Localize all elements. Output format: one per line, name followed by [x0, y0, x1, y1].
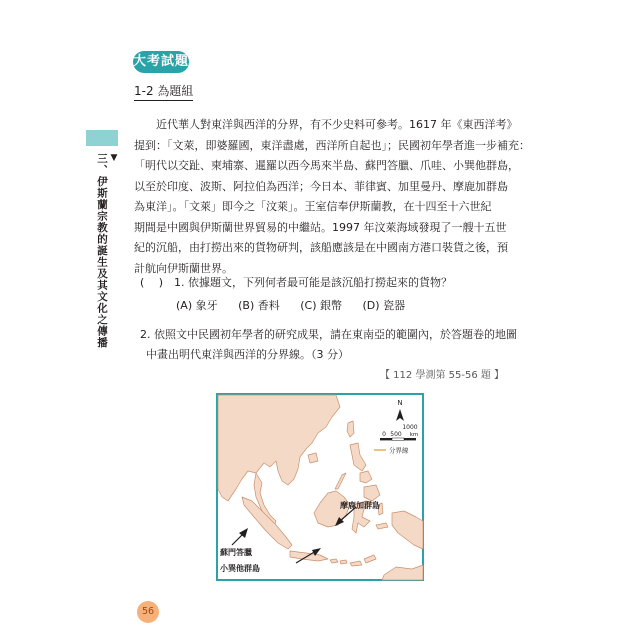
chapter-tab-marker	[86, 130, 118, 146]
chapter-title-text: 三、伊斯蘭宗教的誕生及其文化之傳播	[96, 153, 108, 349]
legend-label: 分界線	[389, 446, 409, 455]
southeast-asia-map	[216, 393, 424, 581]
passage-line: 為東洋」。「文萊」即今之「汶萊」。王室信奉伊斯蘭教，在十四至十六世紀	[134, 200, 492, 213]
option-a[interactable]: (A) 象牙	[176, 299, 218, 312]
question-source: 【 112 學測第 55-56 題 】	[380, 370, 505, 381]
exam-badge: 大考試題	[133, 51, 189, 73]
moluccas-label: 摩鹿加群島	[340, 501, 380, 510]
page-number: 56	[137, 601, 159, 623]
scale-unit-label: km	[409, 432, 419, 438]
question-2	[140, 325, 517, 365]
lesser-sunda-label: 小巽他群島	[220, 564, 260, 573]
chapter-triangle-icon: ▼	[109, 153, 119, 164]
reading-passage	[134, 115, 530, 279]
north-label: N	[397, 399, 403, 407]
scale-mid-label: 500	[390, 431, 402, 438]
passage-line: 紀的沉船，由打撈出來的貨物研判，該船應該是在中國南方港口裝貨之後，預	[134, 241, 508, 254]
passage-line: 以至於印度、波斯、阿拉伯為西洋；今日本、菲律賓、加里曼丹、摩鹿加群島	[134, 179, 508, 193]
option-d[interactable]: (D) 瓷器	[362, 299, 406, 312]
passage-line: 「明代以交趾、柬埔寨、暹羅以西今馬來半島、蘇門答臘、爪哇、小巽他群島，	[134, 159, 519, 172]
passage-line: 期間是中國與伊斯蘭世界貿易的中繼站。1997 年汶萊海域發現了一艘十五世	[134, 220, 507, 234]
answer-blank[interactable]: ( )	[140, 276, 164, 289]
hainan	[308, 453, 318, 463]
question-group-title: 1-2 為題組	[134, 83, 193, 101]
sumatra-label: 蘇門答臘	[220, 548, 252, 557]
question-1-options	[176, 298, 422, 314]
question-1	[140, 275, 452, 291]
passage-line: 近代華人對東洋與西洋的分界，有不少史料可參考。1617 年《東西洋考》	[134, 118, 518, 131]
option-b[interactable]: (B) 香料	[238, 299, 280, 312]
chapter-side-title	[96, 153, 120, 349]
question-1-text: 1. 依據題文，下列何者最可能是該沉船打撈起來的貨物？	[174, 276, 452, 289]
scale-max-label: 1000	[402, 424, 418, 431]
option-c[interactable]: (C) 銀幣	[300, 299, 343, 312]
passage-line: 提到：「文萊，即婆羅國，東洋盡處，西洋所自起也」；民國初年學者進一步補充：	[134, 138, 530, 152]
passage-line: 計航向伊斯蘭世界。	[134, 261, 233, 275]
question-2-line: 中畫出明代東洋與西洋的分界線。（3 分）	[146, 348, 349, 361]
scale-zero-label: 0	[382, 431, 386, 438]
question-2-line: 2. 依照文中民國初年學者的研究成果，請在東南亞的範圍內，於答題卷的地圖	[140, 328, 517, 341]
